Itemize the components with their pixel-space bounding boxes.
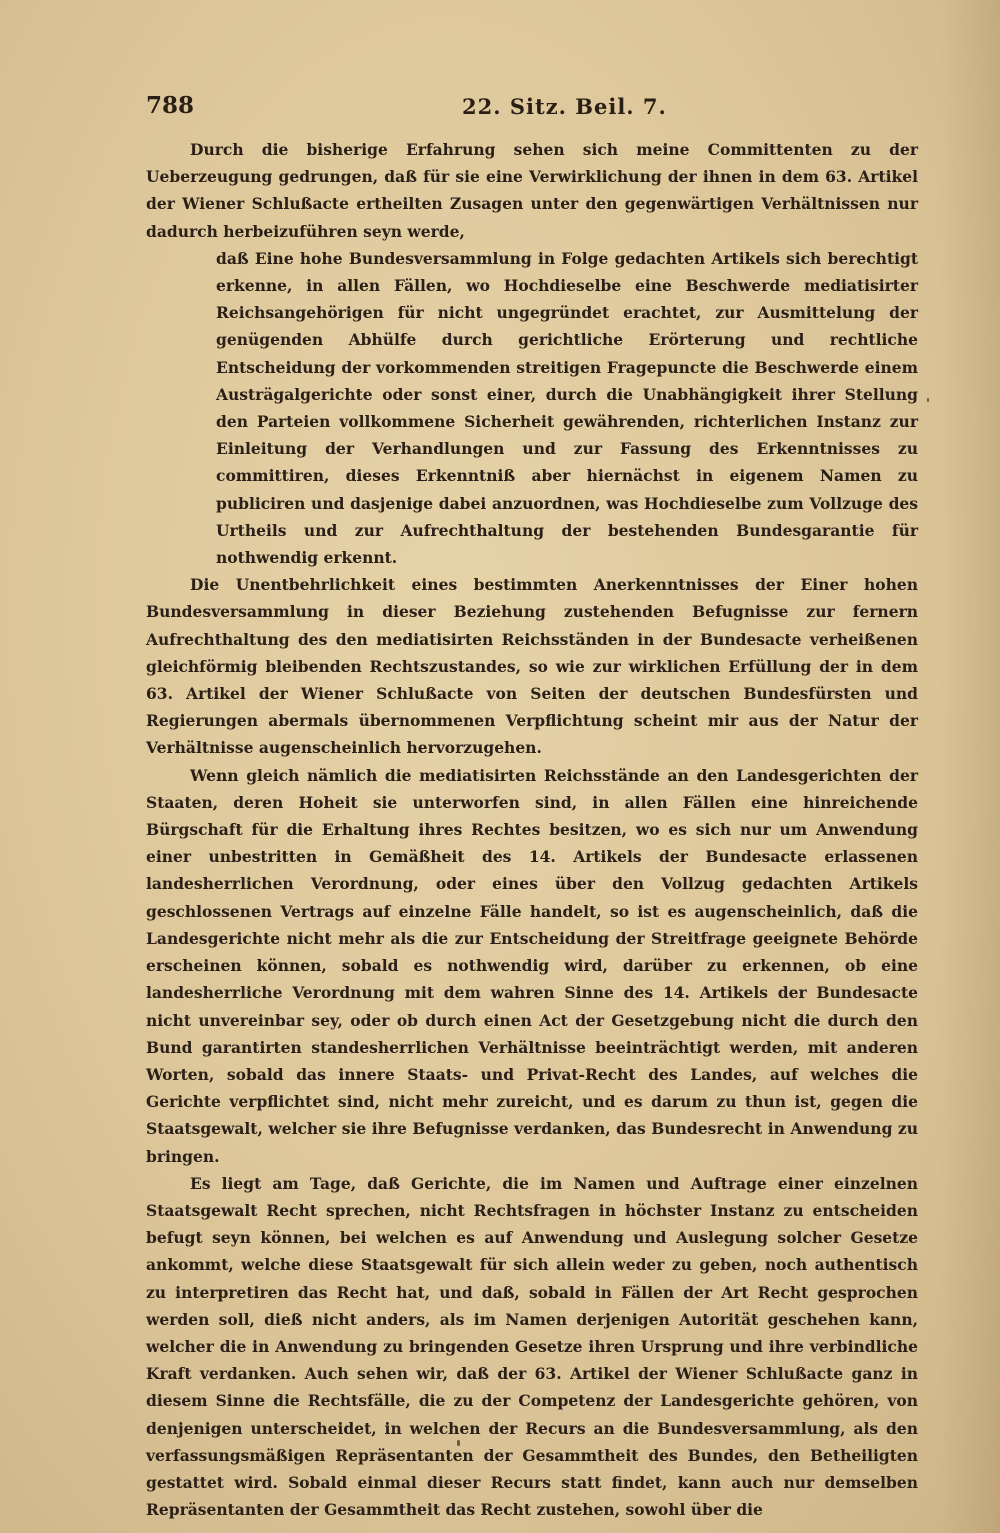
- page-number: 788: [146, 92, 195, 119]
- page-edge-shadow: [940, 0, 1000, 1533]
- body-text: [146, 136, 918, 1523]
- paper-speck: [927, 398, 929, 402]
- page-header: [146, 92, 918, 126]
- paragraph-courts: Wenn gleich nämlich die mediatisirten Reichsstände an den Landesgerichten der Staaten, deren Hoheit sie unterworfen sind, in allen Fällen eine hinreichende Bürgschaft für die Erhaltung ihres Rechtes besitzen, wo es sich nur um Anwendung einer unbestritten in Gemäßheit des 14. Artikels der Bundesacte erlassenen landesherrlichen Verordnung, oder eines über den Vollzug gedachten Artikels geschlossenen Vertrags auf einzelne Fälle handelt, so ist es augenscheinlich, daß die Landesgerichte nicht mehr als die zur Entscheidung der Streitfrage geeignete Behörde erscheinen können, sobald es nothwendig wird, darüber zu erkennen, ob eine landesherrliche Verordnung mit dem wahren Sinne des 14. Artikels der Bundesacte nicht unvereinbar sey, oder ob durch einen Act der Gesetzgebung nicht die durch den Bund garantirten standesherrlichen Verhältnisse beeinträchtigt werden, mit anderen Worten, sobald das innere Staats- und Privat-Recht des Landes, auf welches die Gerichte verpflichtet sind, nicht mehr zureicht, und es darum zu thun ist, gegen die Staatsgewalt, welcher sie ihre Befugnisse verdanken, das Bundesrecht in Anwendung zu bringen.: [146, 765, 918, 1166]
- running-title: 22. Sitz. Beil. 7.: [462, 94, 667, 119]
- paper-speck: [457, 1440, 460, 1446]
- paragraph-jurisdiction: Es liegt am Tage, daß Gerichte, die im Namen und Auftrage einer einzelnen Staatsgewalt Recht sprechen, nicht Rechtsfragen in höchster Instanz zu entscheiden befugt seyn können, bei welchen es auf Anwendung und Auslegung solcher Gesetze ankommt, welche diese Staatsgewalt für sich allein weder zu geben, noch authentisch zu interpretiren das Recht hat, und daß, sobald in Fällen der Art Recht gesprochen werden soll, dieß nicht anders, als im Namen derjenigen Autorität geschehen kann, welcher die in Anwendung zu bringenden Gesetze ihren Ursprung und ihre verbindliche Kraft verdanken. Auch sehen wir, daß der 63. Artikel der Wiener Schlußacte ganz in diesem Sinne die Rechtsfälle, die zu der Competenz der Landesgerichte gehören, von denjenigen unterscheidet, in welchen der Recurs an die Bundesversammlung, als den verfassungsmäßigen Repräsentanten der Gesammtheit des Bundes, den Betheiligten gestattet wird. Sobald einmal dieser Recurs statt findet, kann auch nur demselben Repräsentanten der Gesammtheit das Recht zustehen, sowohl über die: [146, 1173, 918, 1520]
- paragraph-necessity: Die Unentbehrlichkeit eines bestimmten Anerkenntnisses der Einer hohen Bundesversammlung in dieser Beziehung zustehenden Befugnisse zur fernern Aufrechthaltung des den mediatisirten Reichsständen in der Bundesacte verheißenen gleichförmig bleibenden Rechtszustandes, so wie zur wirklichen Erfüllung der in dem 63. Artikel der Wiener Schlußacte von Seiten der deutschen Bundesfürsten und Regierungen abermals übernommenen Verpflichtung scheint mir aus der Natur der Verhältnisse augenscheinlich hervorzugehen.: [146, 575, 918, 758]
- paragraph-intro: Durch die bisherige Erfahrung sehen sich meine Committenten zu der Ueberzeugung gedrungen, daß für sie eine Verwirklichung der ihnen in dem 63. Artikel der Wiener Schlußacte ertheilten Zusagen unter den gegenwärtigen Verhältnissen nur dadurch herbeizuführen seyn werde,: [146, 140, 918, 241]
- paragraph-proposal: daß Eine hohe Bundesversammlung in Folge gedachten Artikels sich berechtigt erkenne, in allen Fällen, wo Hochdieselbe eine Beschwerde mediatisirter Reichsangehörigen für nicht ungegründet erachtet, zur Ausmittelung der genügenden Abhülfe durch gerichtliche Erörterung und rechtliche Entscheidung der vorkommenden streitigen Fragepuncte die Beschwerde einem Austrägalgerichte oder sonst einer, durch die Unabhängigkeit ihrer Stellung den Parteien vollkommene Sicherheit gewährenden, richterlichen Instanz zur Einleitung der Verhandlungen und zur Fassung des Erkenntnisses zu committiren, dieses Erkenntniß aber hiernächst in eigenem Namen zu publiciren und dasjenige dabei anzuordnen, was Hochdieselbe zum Vollzuge des Urtheils und zur Aufrechthaltung der bestehenden Bundesgarantie für nothwendig erkennt.: [216, 248, 918, 568]
